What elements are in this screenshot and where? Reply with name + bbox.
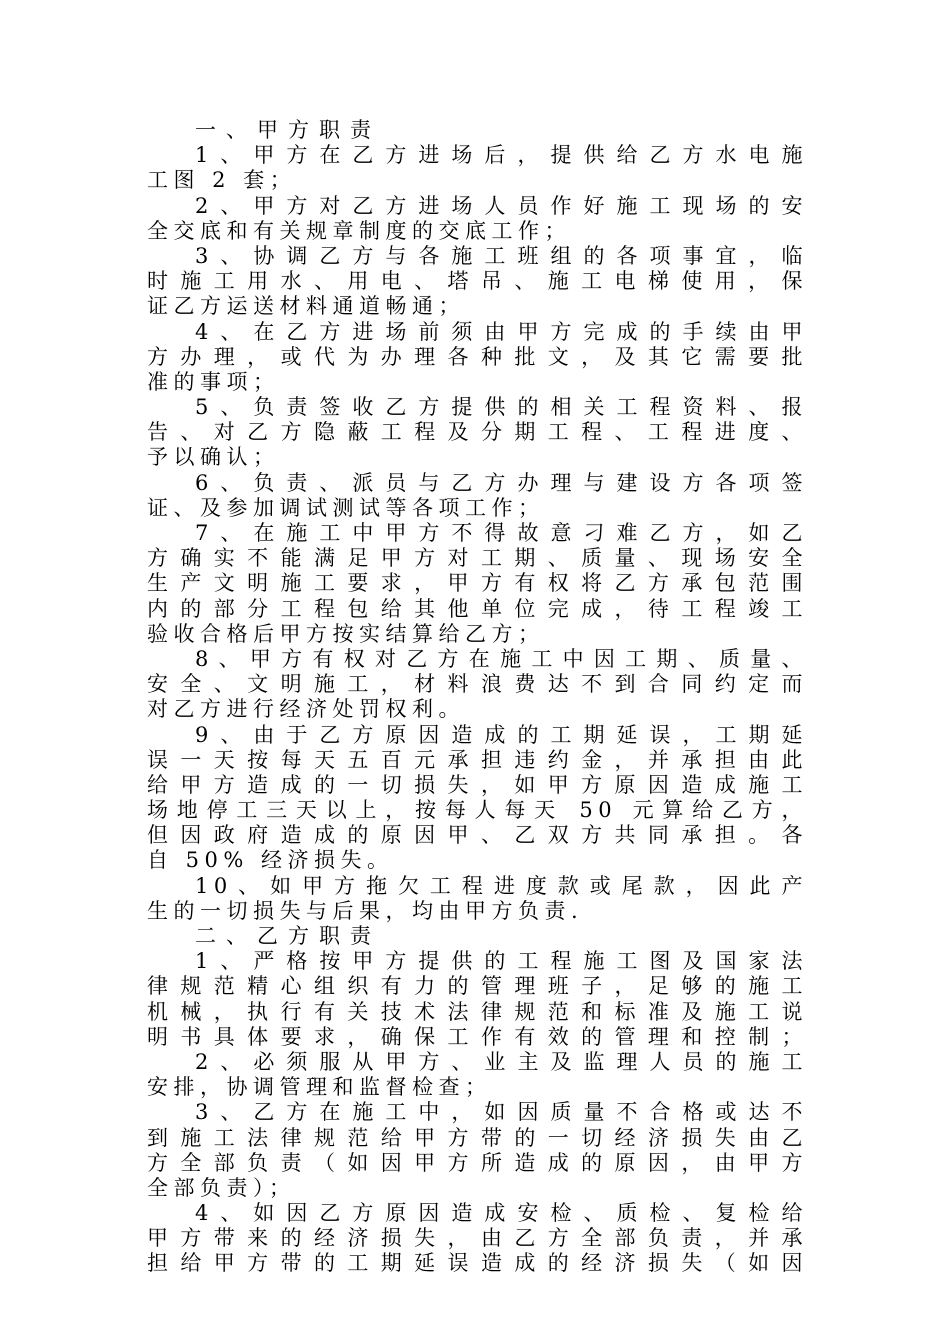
text-line: 给甲方造成的一切损失，如甲方原因造成施工 (147, 772, 808, 797)
text-line: 7、在施工中甲方不得故意刁难乙方，如乙 (195, 521, 808, 545)
text-line: 内的部分工程包给其他单位完成，待工程竣工 (147, 596, 808, 621)
text-line: 6、负责、派员与乙方办理与建设方各项签 (195, 470, 808, 495)
text-line: 担给甲方带的工期延误造成的经济损失（如因 (147, 1251, 808, 1276)
text-line: 一、甲方职责 (195, 118, 381, 142)
text-line: 证、及参加调试测试等各项工作； (147, 495, 545, 520)
text-line: 10、如甲方拖欠工程进度款或尾款，因此产 (195, 873, 808, 898)
text-line: 8、甲方有权对乙方在施工中因工期、质量、 (195, 646, 808, 671)
text-line: 3、协调乙方与各施工班组的各项事宜，临 (195, 243, 808, 268)
text-line: 律规范精心组织有力的管理班子，足够的施工 (147, 974, 808, 999)
text-line: 明书具体要求，确保工作有效的管理和控制； (147, 1024, 808, 1049)
text-line: 1、严格按甲方提供的工程施工图及国家法 (195, 949, 808, 974)
text-line: 生的一切损失与后果，均由甲方负责. (147, 898, 584, 923)
text-line: 二、乙方职责 (195, 924, 381, 948)
text-line: 误一天按每天五百元承担违约金，并承担由此 (147, 747, 808, 772)
text-line: 准的事项； (147, 369, 280, 394)
text-line: 1、甲方在乙方进场后，提供给乙方水电施 (195, 143, 808, 168)
text-line: 自 50% 经济损失。 (147, 848, 394, 873)
text-line: 机械，执行有关技术法律规范和标准及施工说 (147, 999, 808, 1024)
text-line: 生产文明施工要求，甲方有权将乙方承包范围 (147, 571, 808, 596)
text-line: 4、如因乙方原因造成安检、质检、复检给 (195, 1201, 808, 1226)
text-line: 予以确认； (147, 445, 280, 470)
text-line: 时施工用水、用电、塔吊、施工电梯使用，保 (147, 269, 808, 294)
text-line: 2、甲方对乙方进场人员作好施工现场的安 (195, 193, 808, 218)
text-line: 对乙方进行经济处罚权利。 (147, 697, 465, 722)
text-line: 工图 2 套； (147, 168, 297, 193)
text-line: 5、负责签收乙方提供的相关工程资料、报 (195, 395, 808, 420)
text-line: 安排，协调管理和监督检查； (147, 1075, 492, 1100)
text-line: 验收合格后甲方按实结算给乙方； (147, 621, 545, 646)
text-line: 但因政府造成的原因甲、乙双方共同承担。各 (147, 823, 808, 848)
text-line: 方确实不能满足甲方对工期、质量、现场安全 (147, 546, 808, 571)
text-line: 方全部负责（如因甲方所造成的原因，由甲方 (147, 1150, 808, 1175)
text-line: 告、对乙方隐蔽工程及分期工程、工程进度、 (147, 420, 808, 445)
text-line: 全部负责）； (147, 1175, 296, 1200)
text-line: 3、乙方在施工中，如因质量不合格或达不 (195, 1100, 808, 1125)
text-line: 到施工法律规范给甲方带的一切经济损失由乙 (147, 1125, 808, 1150)
document-body (147, 118, 808, 1277)
text-line: 4、在乙方进场前须由甲方完成的手续由甲 (195, 319, 808, 344)
text-line: 全交底和有关规章制度的交底工作； (147, 218, 571, 243)
text-line: 甲方带来的经济损失，由乙方全部负责，并承 (147, 1226, 808, 1251)
text-line: 2、必须服从甲方、业主及监理人员的施工 (195, 1049, 808, 1074)
text-line: 9、由于乙方原因造成的工期延误，工期延 (195, 722, 808, 747)
text-line: 安全、文明施工，材料浪费达不到合同约定而 (147, 672, 808, 697)
text-line: 证乙方运送材料通道畅通； (147, 294, 465, 319)
text-line: 场地停工三天以上，按每人每天 50 元算给乙方， (147, 798, 808, 823)
text-line: 方办理，或代为办理各种批文，及其它需要批 (147, 344, 808, 369)
